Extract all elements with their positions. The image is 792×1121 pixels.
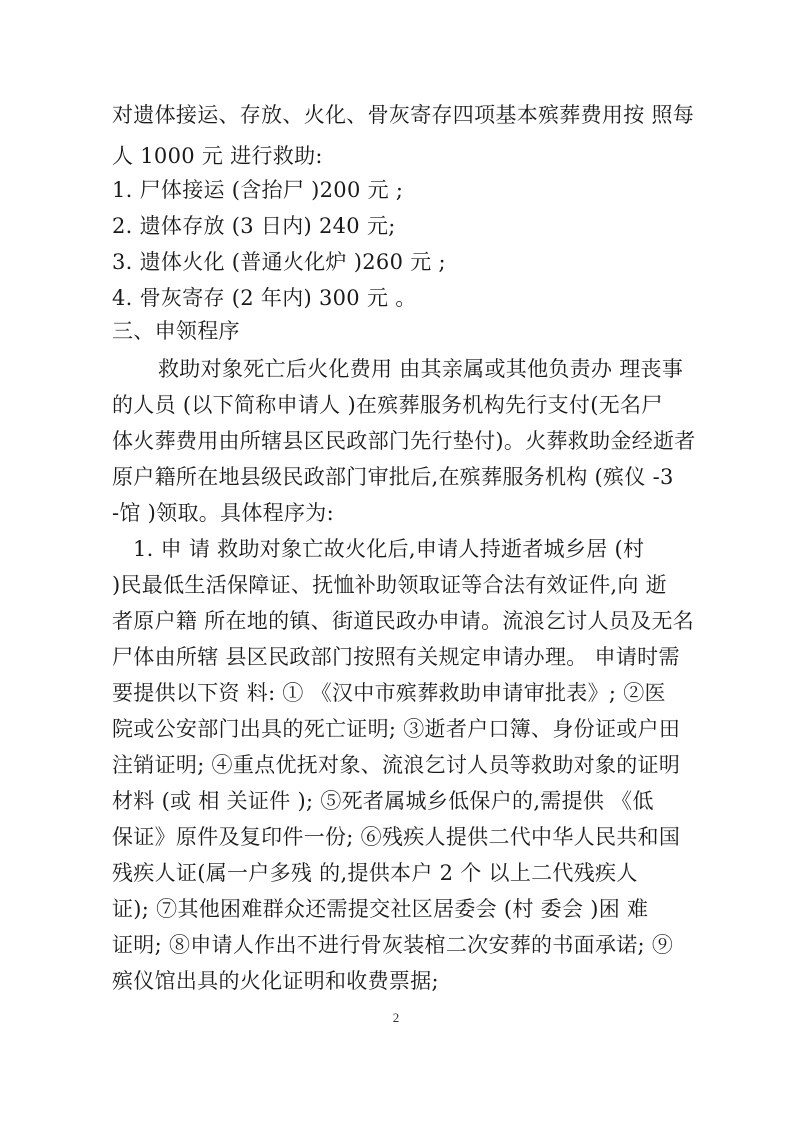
text-line: 残疾人证(属一户多残 的,提供本户 2 个 以上二代残疾人 <box>112 861 638 885</box>
text-line: 院或公安部门出具的死亡证明; ③逝者户口簿、身份证或户田 <box>112 717 681 741</box>
text-line: -馆 )领取。具体程序为: <box>112 501 334 525</box>
section-heading: 三、申领程序 <box>112 319 240 343</box>
text-line: 2. 遗体存放 (3 日内) 240 元; <box>112 214 396 238</box>
text-line: 注销证明; ④重点优抚对象、流浪乞讨人员等救助对象的证明 <box>112 753 681 777</box>
text-line: 人 1000 元 进行救助: <box>112 144 323 168</box>
text-line: 体火葬费用由所辖县区民政部门先行垫付)。火葬救助金经逝者 <box>112 429 696 453</box>
text-line: 证明; ⑧申请人作出不进行骨灰装棺二次安葬的书面承诺; ⑨ <box>112 933 674 957</box>
text-line: 者原户籍 所在地的镇、街道民政办申请。流浪乞讨人员及无名 <box>112 609 695 633</box>
text-line: 原户籍所在地县级民政部门审批后,在殡葬服务机构 (殡仪 -3 <box>112 465 674 489</box>
text-line: 救助对象死亡后火化费用 由其亲属或其他负责办 理丧事 <box>158 357 684 381</box>
text-line: 保证》原件及复印件一份; ⑥残疾人提供二代中华人民共和国 <box>112 825 681 849</box>
text-line: )民最低生活保障证、抚恤补助领取证等合法有效证件,向 逝 <box>112 573 667 597</box>
page-number: 2 <box>392 1010 400 1025</box>
text-line: 4. 骨灰寄存 (2 年内) 300 元 。 <box>112 286 417 310</box>
text-line: 对遗体接运、存放、火化、骨灰寄存四项基本殡葬费用按 照每 <box>112 103 695 127</box>
text-line: 材料 (或 相 关证件 ); ⑤死者属城乡低保户的,需提供 《低 <box>112 789 654 813</box>
text-line: 的人员 (以下简称申请人 )在殡葬服务机构先行支付(无名尸 <box>112 393 663 417</box>
text-line: 证); ⑦其他困难群众还需提交社区居委会 (村 委会 )困 难 <box>112 897 649 921</box>
text-line: 要提供以下资 料: ① 《汉中市殡葬救助申请审批表》; ②医 <box>112 681 666 705</box>
text-line: 1. 尸体接运 (含抬尸 )200 元 ; <box>112 178 404 202</box>
text-line: 1. 申 请 救助对象亡故火化后,申请人持逝者城乡居 (村 <box>133 537 645 561</box>
text-line: 尸体由所辖 县区民政部门按照有关规定申请办理。 申请时需 <box>112 645 680 669</box>
text-line: 3. 遗体火化 (普通火化炉 )260 元 ; <box>112 250 446 274</box>
text-line: 殡仪馆出具的火化证明和收费票据; <box>112 969 439 993</box>
